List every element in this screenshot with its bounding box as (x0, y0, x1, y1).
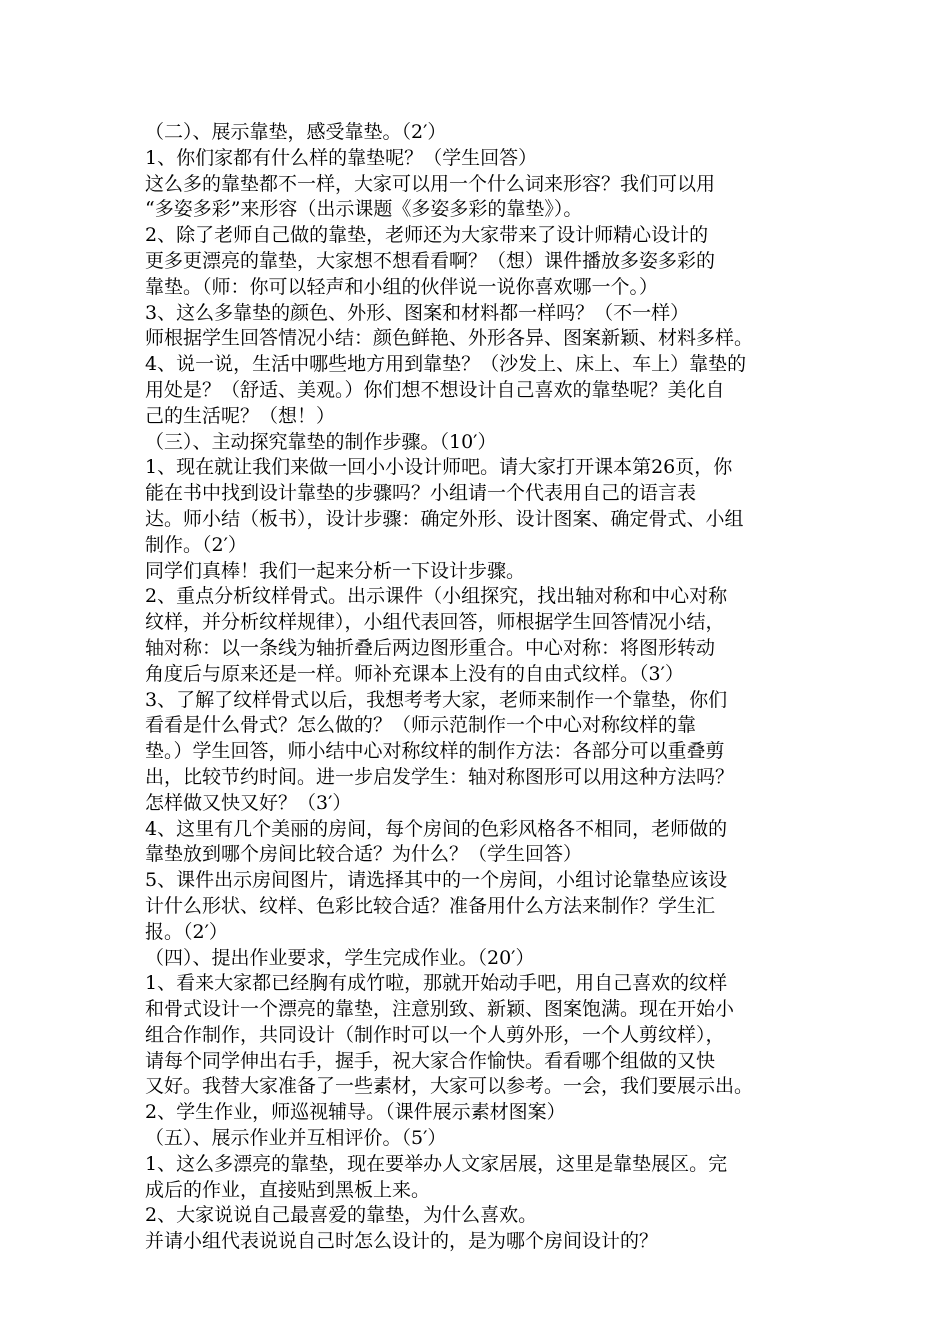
text-line: 和骨式设计一个漂亮的靠垫，注意别致、新颖、图案饱满。现在开始小 (145, 998, 735, 1021)
text-line: 请每个同学伸出右手，握手，祝大家合作愉快。看看哪个组做的又快 (145, 1049, 716, 1072)
text-line: 师根据学生回答情况小结：颜色鲜艳、外形各异、图案新颖、材料多样。 (145, 327, 754, 350)
text-line: 并请小组代表说说自己时怎么设计的，是为哪个房间设计的？ (145, 1230, 659, 1253)
text-line: 1、现在就让我们来做一回小小设计师吧。请大家打开课本第26页，你 (145, 456, 733, 479)
text-line: 制作。（2′） (145, 533, 247, 556)
text-line: 己的生活呢？（想！） (145, 404, 336, 427)
text-line: 1、你们家都有什么样的靠垫呢？（学生回答） (145, 146, 538, 169)
text-line: 同学们真棒！我们一起来分析一下设计步骤。 (145, 559, 526, 582)
text-line: 靠垫放到哪个房间比较合适？为什么？（学生回答） (145, 843, 583, 866)
text-line: 组合作制作，共同设计（制作时可以一个人剪外形，一个人剪纹样）， (145, 1023, 725, 1046)
text-line: 3、这么多靠垫的颜色、外形、图案和材料都一样吗？（不一样） (145, 301, 690, 324)
text-line: 2、除了老师自己做的靠垫，老师还为大家带来了设计师精心设计的 (145, 224, 709, 247)
text-line: 轴对称：以一条线为轴折叠后两边图形重合。中心对称：将图形转动 (145, 636, 716, 659)
text-line: 成后的作业，直接贴到黑板上来。 (145, 1178, 431, 1201)
text-line: 出，比较节约时间。进一步启发学生：轴对称图形可以用这种方法吗？ (145, 765, 735, 788)
text-line: 更多更漂亮的靠垫，大家想不想看看啊？（想）课件播放多姿多彩的 (145, 249, 716, 272)
text-line: 1、这么多漂亮的靠垫，现在要举办人文家居展，这里是靠垫展区。完 (145, 1152, 728, 1175)
text-line: （五）、展示作业并互相评价。（5′） (145, 1127, 447, 1150)
text-line: （二）、展示靠垫，感受靠垫。（2′） (145, 121, 447, 143)
text-line: 报。（2′） (145, 920, 228, 943)
text-line: 角度后与原来还是一样。师补充课本上没有的自由式纹样。（3′） (145, 662, 684, 685)
text-line: “多姿多彩”来形容（出示课题《多姿多彩的靠垫》）。 (145, 198, 583, 221)
text-line: 怎样做又快又好？（3′） (145, 791, 352, 814)
text-line: （三）、主动探究靠垫的制作步骤。（10′） (145, 430, 497, 453)
text-line: 4、说一说，生活中哪些地方用到靠垫？（沙发上、床上、车上）靠垫的 (145, 353, 747, 376)
text-line: 靠垫。（师：你可以轻声和小组的伙伴说一说你喜欢哪一个。） (145, 275, 659, 298)
text-line: 这么多的靠垫都不一样，大家可以用一个什么词来形容？我们可以用 (145, 172, 716, 195)
text-line: （四）、提出作业要求，学生完成作业。（20′） (145, 946, 535, 969)
text-line: 又好。我替大家准备了一些素材，大家可以参考。一会，我们要展示出。 (145, 1075, 754, 1098)
text-line: 用处是？（舒适、美观。）你们想不想设计自己喜欢的靠垫呢？美化自 (145, 378, 725, 401)
text-line: 计什么形状、纹样、色彩比较合适？准备用什么方法来制作？学生汇 (145, 894, 716, 917)
text-line: 垫。）学生回答，师小结中心对称纹样的制作方法：各部分可以重叠剪 (145, 740, 725, 763)
text-line: 1、看来大家都已经胸有成竹啦，那就开始动手吧，用自己喜欢的纹样 (145, 972, 728, 995)
text-line: 达。师小结（板书），设计步骤：确定外形、设计图案、确定骨式、小组 (145, 507, 744, 530)
document-body (145, 120, 825, 1255)
text-line: 能在书中找到设计靠垫的步骤吗？小组请一个代表用自己的语言表 (145, 482, 697, 505)
text-line: 3、了解了纹样骨式以后，我想考考大家，老师来制作一个靠垫，你们 (145, 688, 728, 711)
text-line: 纹样，并分析纹样规律），小组代表回答，师根据学生回答情况小结， (145, 611, 725, 634)
text-line: 4、这里有几个美丽的房间，每个房间的色彩风格各不相同，老师做的 (145, 817, 728, 840)
text-line: 5、课件出示房间图片，请选择其中的一个房间，小组讨论靠垫应该设 (145, 869, 728, 892)
text-line: 2、学生作业，师巡视辅导。（课件展示素材图案） (145, 1101, 566, 1124)
text-line: 2、重点分析纹样骨式。出示课件（小组探究，找出轴对称和中心对称 (145, 585, 728, 608)
text-line: 2、大家说说自己最喜爱的靠垫，为什么喜欢。 (145, 1204, 538, 1227)
text-line: 看看是什么骨式？怎么做的？（师示范制作一个中心对称纹样的靠 (145, 714, 697, 737)
